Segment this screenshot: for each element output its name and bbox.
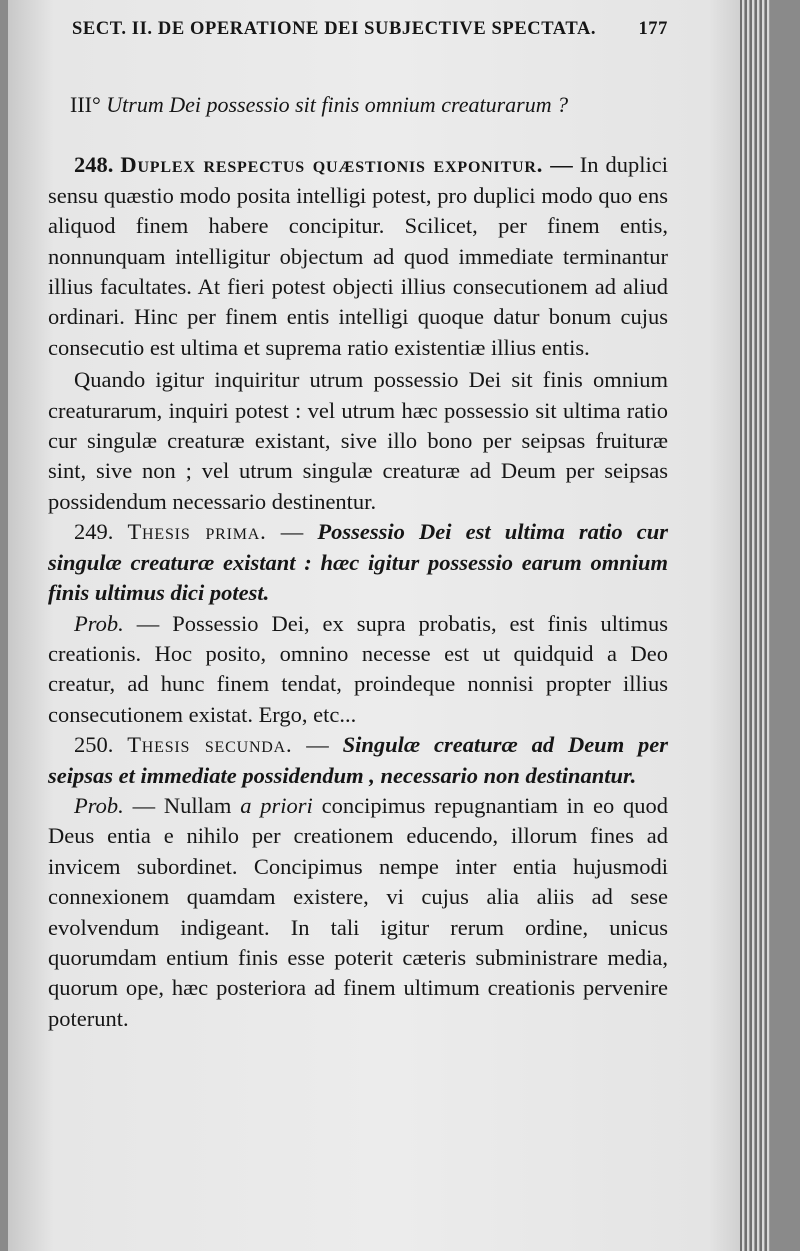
running-header: [48, 14, 668, 44]
thesis-number: 250.: [74, 732, 114, 758]
prob-dash: —: [136, 610, 160, 636]
thesis-secunda: [48, 730, 668, 791]
thesis-secunda-proof: [48, 791, 668, 1034]
section-body: In duplici sensu quæstio modo posita intelligi potest, pro duplici modo quo ens aliquod finem habere concipitur. Scilicet, per finem entis, nonnunquam intelligitur objectum ad quod immediate terminantur illius facultates. At fieri potest objecti illius consecutionem ad aliud ordinari. Hinc per finem entis intelligi quoque datur bonum cujus consecutio est ultima et suprema ratio existentiæ illius entis.: [48, 152, 669, 360]
running-title: SECT. II. DE OPERATIONE DEI SUBJECTIVE SPECTATA.: [72, 19, 597, 39]
thesis-label: Thesis secunda.: [127, 732, 293, 758]
page-content: [48, 14, 668, 1034]
thesis-prima-proof: [48, 609, 668, 731]
paragraph-quando: Quando igitur inquiritur utrum possessio Dei sit finis omnium creaturarum, inquiri potest : vel utrum hæc possessio sit ultima ratio cur singulæ creaturæ existant, sive illo bono per seipsas fruituræ sint, sive non ; vel utrum singulæ creaturæ ad Deum per seipsas possidendum necessario destinentur.: [48, 367, 668, 514]
thesis-label: Thesis prima.: [127, 519, 267, 545]
prob-text: Possessio Dei, ex supra probatis, est finis ultimus creationis. Hoc posito, omnino necesse est ut quidquid a Deo creatur, ad hunc finem tendat, proindeque nonnisi propter illius consecutionem existat. Ergo, etc...: [48, 610, 668, 727]
prob-text-pre: Nullam: [163, 792, 232, 818]
page-edge: [740, 0, 770, 1251]
question-text: Utrum Dei possessio sit finis omnium creaturarum ?: [106, 92, 569, 117]
section-248: [48, 150, 668, 363]
thesis-dash: —: [280, 519, 304, 545]
page-number: 177: [638, 19, 668, 39]
section-number: 248.: [74, 152, 114, 178]
thesis-dash: —: [306, 732, 329, 758]
question-heading: [48, 90, 668, 120]
prob-text-post: concipimus repugnantiam in eo quod Deus entia e nihilo per creationem educendo, illorum fines ad invicem subordinet. Concipimus nempe inter entia hujusmodi connexionem quamdam existere, vi cujus alia aliis ad sese evolvendum indigeant. In tali igitur rerum ordine, unicus quorumdam entium finis esse poterit cæteris subministrare media, quorum ope, hæc posteriora ad finem ultimum creationis pervenire poterunt.: [48, 792, 669, 1031]
section-dash: —: [550, 152, 573, 178]
thesis-prima: [48, 517, 668, 608]
question-number: III°: [70, 92, 101, 117]
prob-label: Prob.: [74, 792, 124, 818]
thesis-statement: Possessio Dei est ultima ratio cur singulæ creaturæ existant : hæc igitur possessio earum omnium finis ultimus dici potest.: [48, 519, 669, 606]
prob-dash: —: [132, 792, 156, 818]
prob-text-italic: a priori: [240, 792, 313, 818]
section-title: Duplex respectus quæstionis exponitur.: [120, 152, 544, 178]
book-page: [8, 0, 770, 1251]
prob-label: Prob.: [74, 610, 124, 636]
thesis-number: 249.: [74, 519, 114, 545]
thesis-statement: Singulæ creaturæ ad Deum per seipsas et immediate possidendum , necessario non destinantur.: [48, 732, 669, 788]
